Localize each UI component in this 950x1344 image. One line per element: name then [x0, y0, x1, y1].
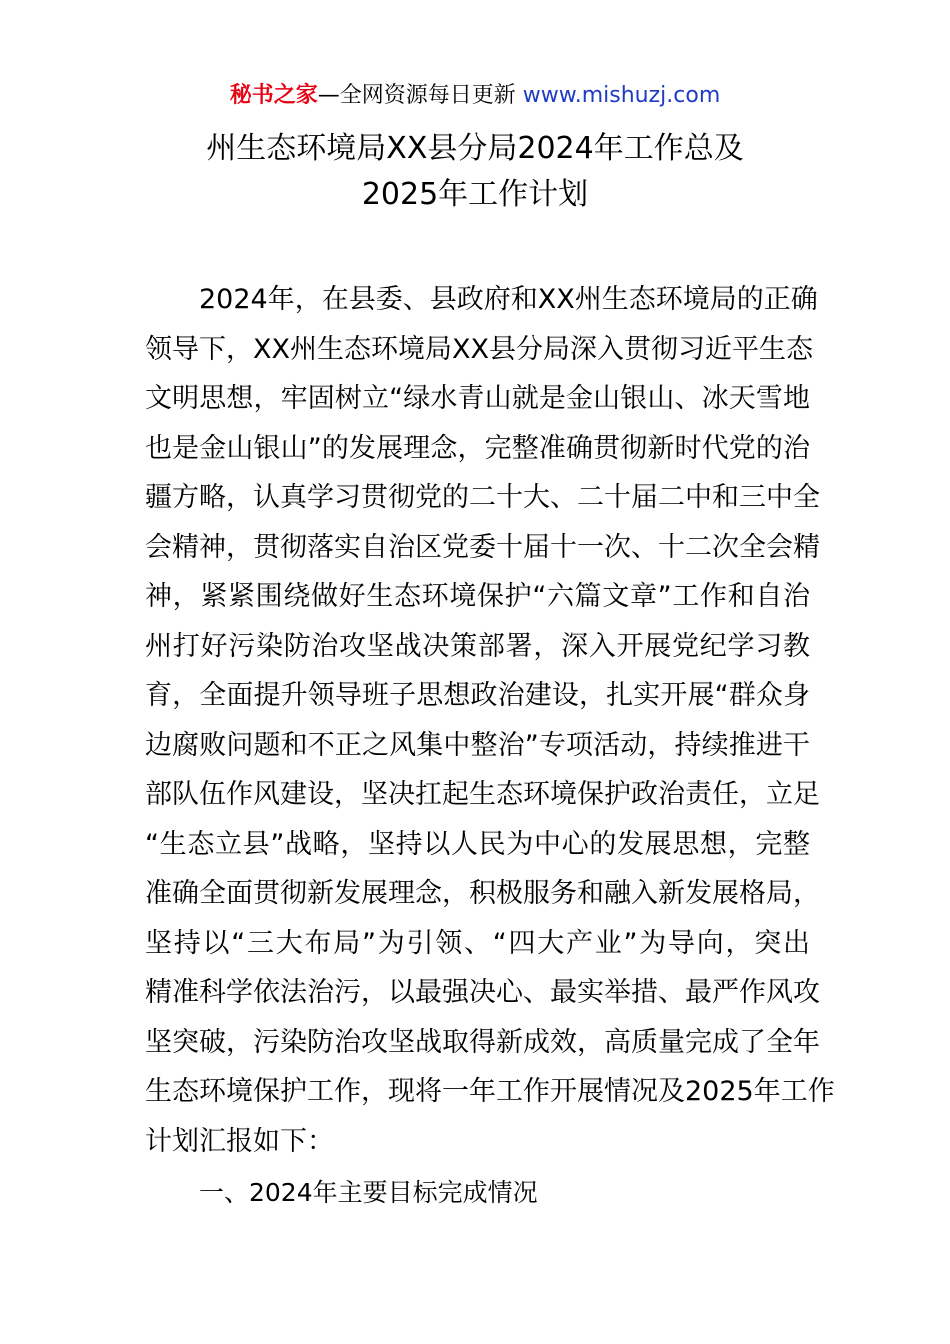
paragraph-line: 也是金山银山”的发展理念，完整准确贯彻新时代党的治 [145, 432, 810, 464]
document-title-line-1: 州生态环境局XX县分局2024年工作总及 [206, 131, 744, 166]
paragraph-line: 会精神，贯彻落实自治区党委十届十一次、十二次全会精 [145, 531, 820, 563]
paragraph-line: 精准科学依法治污，以最强决心、最实举措、最严作风攻 [145, 977, 820, 1008]
section-heading: 一、2024年主要目标完成情况 [199, 1178, 538, 1207]
paragraph-line: 州打好污染防治攻坚战决策部署，深入开展党纪学习教 [145, 630, 810, 662]
paragraph-line: 坚突破，污染防治攻坚战取得新成效，高质量完成了全年 [145, 1026, 820, 1058]
paragraph-line: 计划汇报如下： [145, 1125, 334, 1157]
paragraph-line: 疆方略，认真学习贯彻党的二十大、二十届二中和三中全 [145, 482, 820, 513]
paragraph-line: 神，紧紧围绕做好生态环境保护“六篇文章”工作和自治 [145, 581, 810, 612]
paragraph-line: 领导下，XX州生态环境局XX县分局深入贯彻习近平生态 [145, 333, 813, 365]
paragraph-line: “生态立县”战略，坚持以人民为中心的发展思想，完整 [145, 828, 810, 860]
site-header [0, 80, 950, 112]
body-paragraph [145, 275, 835, 1166]
paragraph-line: 文明思想，牢固树立“绿水青山就是金山银山、冰天雪地 [145, 383, 810, 414]
paragraph-line: 生态环境保护工作，现将一年工作开展情况及2025年工作 [145, 1076, 835, 1107]
paragraph-line: 坚持以“三大布局”为引领、“四大产业”为导向，突出 [145, 927, 810, 959]
paragraph-line: 部队伍作风建设，坚决扛起生态环境保护政治责任，立足 [145, 779, 820, 810]
paragraph-line: 育，全面提升领导班子思想政治建设，扎实开展“群众身 [145, 680, 810, 711]
document-title [0, 126, 950, 218]
site-tagline: —全网资源每日更新 [317, 83, 523, 108]
paragraph-line: 2024年，在县委、县政府和XX州生态环境局的正确 [199, 284, 818, 315]
site-name: 秘书之家 [229, 83, 318, 108]
paragraph-line: 边腐败问题和不正之风集中整治”专项活动，持续推进干 [145, 729, 810, 761]
paragraph-line: 准确全面贯彻新发展理念，积极服务和融入新发展格局， [145, 878, 820, 909]
site-url-link[interactable]: www.mishuzj.com [522, 83, 721, 108]
document-title-line-2: 2025年工作计划 [361, 177, 589, 212]
